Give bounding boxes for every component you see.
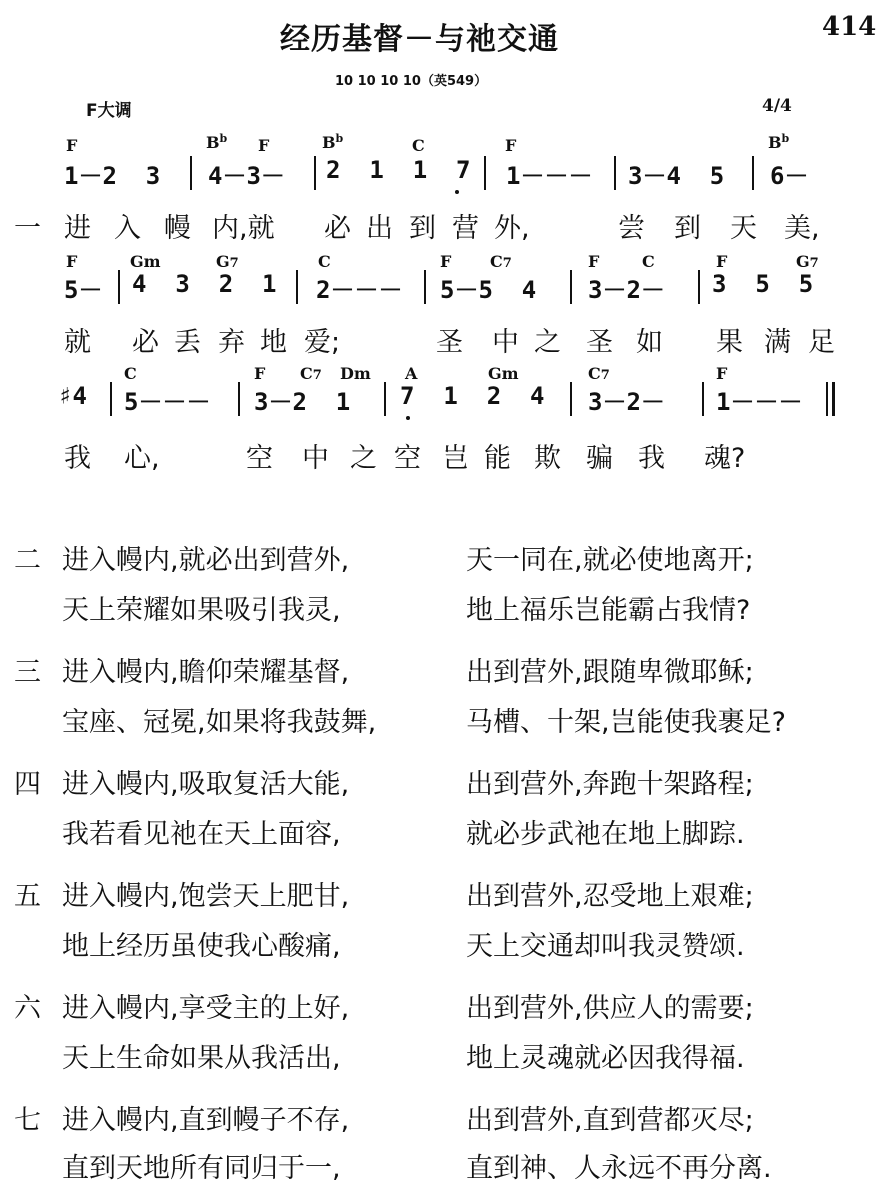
verse-line: 就必步武祂在地上脚踪. (466, 819, 745, 850)
verse-number: 三 (14, 657, 41, 688)
measure-text: 3－2 1 (254, 388, 351, 416)
chord: F (716, 252, 728, 271)
final-barline (832, 382, 835, 416)
verse-line: 直到神、人永远不再分离. (466, 1153, 772, 1184)
measure-text: 1－－－ (506, 162, 593, 190)
verse-line: 天上荣耀如果吸引我灵, (62, 595, 341, 626)
measure-text: 4－3－ (208, 162, 285, 190)
chord: G7 (216, 252, 239, 271)
verse-line: 天一同在,就必使地离开; (466, 545, 754, 576)
chord: F (258, 136, 270, 155)
barline (118, 270, 120, 304)
barline (484, 156, 486, 190)
measure-text: 3－4 5 (628, 162, 725, 190)
measure-text: 3－2－ (588, 388, 665, 416)
barline (698, 270, 700, 304)
barline (752, 156, 754, 190)
barline (570, 270, 572, 304)
barline (384, 382, 386, 416)
measure-text: 5－5 4 (440, 276, 537, 304)
chord: F (440, 252, 452, 271)
chord: C (318, 252, 331, 271)
verse-line: 出到营外,忍受地上艰难; (466, 881, 754, 912)
chord: F (254, 364, 266, 383)
chord: $B^b$ (768, 132, 790, 152)
barline (238, 382, 240, 416)
measure-text: 2 1 1 7 (326, 156, 471, 184)
chord: $B^b$ (206, 132, 228, 152)
measure-text: 3 5 5 (712, 270, 814, 298)
key-signature: F大调 (86, 101, 132, 121)
chord: Gm (488, 364, 519, 383)
chord: G7 (796, 252, 819, 271)
measure-text: 7 1 2 4 (400, 382, 545, 410)
barline (110, 382, 112, 416)
verse-line: 天上生命如果从我活出, (62, 1043, 341, 1074)
chord: F (505, 136, 517, 155)
barline (296, 270, 298, 304)
verse-number: 六 (14, 993, 41, 1024)
verse-number: 二 (14, 545, 41, 576)
verse-line: 地上福乐岂能霸占我情? (466, 595, 751, 626)
verse-line: 进入幔内,吸取复活大能, (62, 769, 350, 800)
barline (702, 382, 704, 416)
chord: C (642, 252, 655, 271)
verse-line: 地上灵魂就必因我得福. (466, 1043, 745, 1074)
verse-number: 五 (14, 881, 41, 912)
verse-line: 直到天地所有同归于一, (62, 1153, 341, 1184)
chord: F (66, 136, 78, 155)
chord: C (124, 364, 137, 383)
hymn-number: 414 (822, 12, 877, 42)
chord: C (412, 136, 425, 155)
chord: Dm (340, 364, 371, 383)
chord: C7 (490, 252, 512, 271)
time-signature: 4/4 (762, 96, 792, 116)
verse-line: 进入幔内,就必出到营外, (62, 545, 350, 576)
meter-label: 10 10 10 10（英549） (335, 74, 488, 89)
measure-text: 2－－－ (316, 276, 403, 304)
final-barline (826, 382, 828, 416)
barline (570, 382, 572, 416)
chord: F (588, 252, 600, 271)
barline (614, 156, 616, 190)
barline (190, 156, 192, 190)
hymn-title: 经历基督－与祂交通 (280, 22, 559, 57)
chord: F (66, 252, 78, 271)
measure-text: 3－2－ (588, 276, 665, 304)
verse-line: 进入幔内,瞻仰荣耀基督, (62, 657, 350, 688)
verse-line: 地上经历虽使我心酸痛, (62, 931, 341, 962)
chord: $B^b$ (322, 132, 344, 152)
measure-text: 5－ (64, 276, 103, 304)
line1-notes-text (0, 0, 1, 1)
verse-number: 七 (14, 1105, 41, 1136)
measure-text: 1－－－ (716, 388, 803, 416)
low-octave-dot (455, 190, 459, 194)
verse-line: 出到营外,供应人的需要; (466, 993, 754, 1024)
measure-text: ♯4 (58, 382, 87, 410)
chord: C7 (300, 364, 322, 383)
chord: A (405, 364, 418, 383)
measure-text: 6－ (770, 162, 809, 190)
verse-line: 我若看见祂在天上面容, (62, 819, 341, 850)
verse-line: 出到营外,奔跑十架路程; (466, 769, 754, 800)
measure-text: 4 3 2 1 (132, 270, 277, 298)
measure-text: 1－2 3 (64, 162, 161, 190)
verse-line: 马槽、十架,岂能使我裹足? (466, 707, 786, 738)
barline (424, 270, 426, 304)
barline (314, 156, 316, 190)
verse-line: 出到营外,跟随卑微耶稣; (466, 657, 754, 688)
chord: C7 (588, 364, 610, 383)
measure-text: 5－－－ (124, 388, 211, 416)
chord: F (716, 364, 728, 383)
low-octave-dot (406, 416, 410, 420)
verse-line: 宝座、冠冕,如果将我鼓舞, (62, 707, 377, 738)
verse-line: 进入幔内,直到幔子不存, (62, 1105, 350, 1136)
verse-number: 四 (14, 769, 41, 800)
chord: Gm (130, 252, 161, 271)
verse-line: 进入幔内,享受主的上好, (62, 993, 350, 1024)
verse-line: 进入幔内,饱尝天上肥甘, (62, 881, 350, 912)
verse-line: 天上交通却叫我灵赞颂. (466, 931, 745, 962)
verse-line: 出到营外,直到营都灭尽; (466, 1105, 754, 1136)
